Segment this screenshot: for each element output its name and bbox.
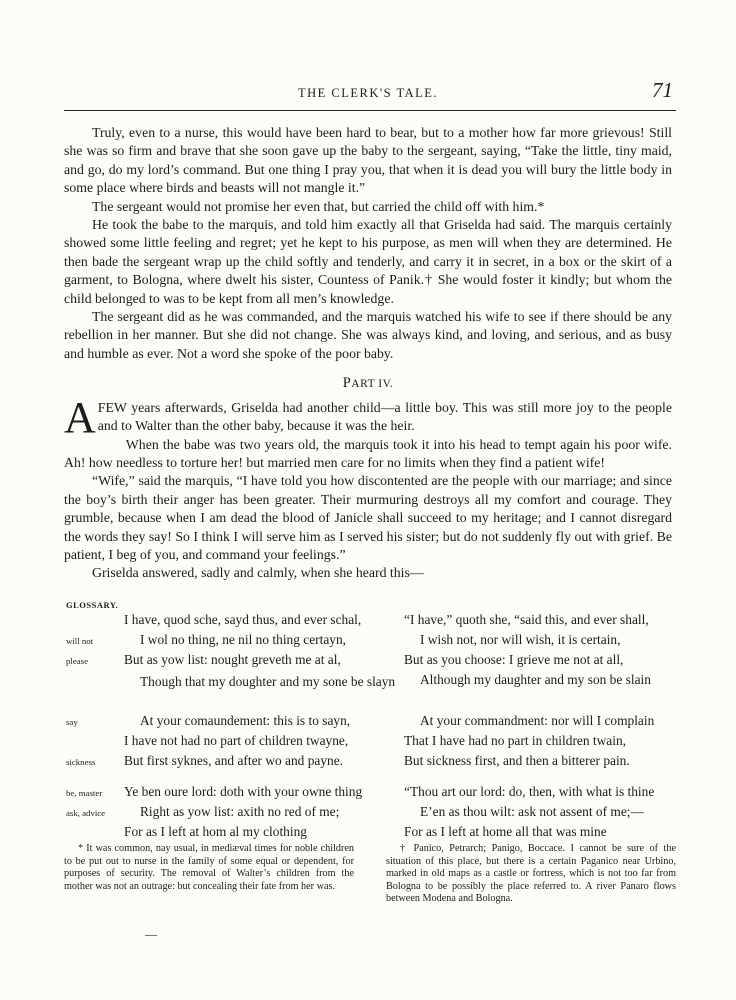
verse-line bbox=[64, 632, 676, 651]
gloss-note: say bbox=[66, 717, 78, 727]
verse-line bbox=[64, 652, 676, 671]
modern-english-line: That I have had no part in children twain, bbox=[404, 733, 626, 748]
verse-line bbox=[64, 824, 676, 843]
glossary-label: GLOSSARY. bbox=[66, 600, 119, 610]
modern-english-line: For as I left at home all that was mine bbox=[404, 824, 607, 839]
gloss-note: will not bbox=[66, 636, 94, 646]
modern-english-line: Although my daughter and my son be slain bbox=[420, 672, 651, 687]
section-heading bbox=[64, 374, 672, 393]
verse-line bbox=[64, 784, 676, 803]
running-head: THE CLERK'S TALE. bbox=[297, 86, 439, 100]
gloss-note: sickness bbox=[66, 757, 96, 767]
modern-english-line: But sickness first, and then a bitterer pain. bbox=[404, 753, 630, 768]
footnote-right: † Panico, Petrarch; Panigo, Boccace. I cannot be sure of the situation of this place, but there is a certain Paganico near Urbino, marked in old maps as a castle or fortress, which is not too far from Bologna to be possibly the place referred to. A river Panaro flows between Modena and Bologna. bbox=[386, 843, 676, 905]
footnote-left: * It was common, nay usual, in mediæval times for noble children to be put out to nurse in the family of some equal or dependent, for purposes of security. The removal of Walter’s children from the mother was not an outrage: but concealing their fate from her was. bbox=[64, 843, 354, 892]
middle-english-line: For as I left at hom al my clothing bbox=[124, 824, 307, 839]
verse-line bbox=[64, 672, 676, 712]
paragraph: Griselda answered, sadly and calmly, when she heard this— bbox=[92, 565, 424, 581]
middle-english-line: At your comaundement: this is to sayn, bbox=[140, 713, 351, 728]
paragraph: Truly, even to a nurse, this would have been hard to bear, but to a mother how far more grievous! Still she was so firm and brave that she soon gave up the baby to the sergeant, saying, “Take the little, tiny maid, and go, do my lord’s command. But one thing I pray you, that when it is dead you will bury the little body in some place where birds and beasts will not mangle it.” bbox=[64, 125, 672, 196]
verse-line bbox=[64, 713, 676, 732]
header-rule bbox=[64, 110, 676, 111]
section-heading-rest: ART IV. bbox=[351, 378, 394, 391]
verse-line bbox=[64, 753, 676, 772]
paragraph-dropcap bbox=[64, 392, 672, 442]
modern-english-line: I wish not, nor will wish, it is certain, bbox=[420, 632, 621, 647]
paragraph: When the babe was two years old, the marquis took it into his head to tempt again his poor wife. Ah! how needless to torture her! but married men care for no limits when they find a patient wife! bbox=[64, 436, 672, 470]
modern-english-line: E’en as thou wilt: ask not assent of me;— bbox=[420, 804, 644, 819]
prose-body bbox=[64, 124, 672, 583]
middle-english-line: But first syknes, and after wo and payne. bbox=[124, 753, 344, 768]
stray-ink-mark bbox=[145, 935, 157, 936]
middle-english-line: I have, quod sche, sayd thus, and ever schal, bbox=[124, 612, 362, 627]
middle-english-line: Though that my doughter and my sone be slayn bbox=[140, 674, 396, 689]
paragraph: He took the babe to the marquis, and told him exactly all that Griselda had said. The marquis certainly showed some little feeling and regret; yet he kept to his purpose, as men will when they are determined. He then bade the sergeant wrap up the child softly and tenderly, and carry it in secret, in a box or the skirt of a garment, to Bologna, where dwelt his sister, Countess of Panik.† She would foster it kindly; but whom the child belonged to was to be kept from all men’s knowledge. bbox=[64, 217, 672, 306]
verse-line bbox=[64, 804, 676, 823]
drop-cap-letter: A bbox=[64, 392, 96, 442]
gloss-note: please bbox=[66, 656, 88, 666]
verse-line bbox=[64, 733, 676, 752]
page-number: 71 bbox=[652, 78, 673, 102]
gloss-note: ask, advice bbox=[66, 808, 106, 818]
middle-english-line: Right as yow list: axith no red of me; bbox=[140, 804, 340, 819]
gloss-note: be, master bbox=[66, 788, 103, 798]
paragraph: The sergeant would not promise her even that, but carried the child off with him.* bbox=[92, 198, 545, 214]
verse-line bbox=[64, 612, 676, 631]
modern-english-line: But as you choose: I grieve me not at all, bbox=[404, 652, 624, 667]
middle-english-line: Ye ben oure lord: doth with your owne thing bbox=[124, 784, 363, 799]
modern-english-line: At your commandment: nor will I complain bbox=[420, 713, 655, 728]
section-heading-initial: P bbox=[342, 375, 352, 392]
paragraph: “Wife,” said the marquis, “I have told you how discontented are the people with our marriage; and since the boy’s birth their anger has been greater. Their murmuring destroys all my comfort and courage. They grumble, because when I am dead the blood of Janicle shall succeed to my heritage; and I cannot disregard the words they say! So I think I will serve him as I served his sister; but do not suddenly fly out with grief. Be patient, I beg of you, and command your feelings.” bbox=[64, 473, 672, 562]
middle-english-line: But as yow list: nought greveth me at al, bbox=[124, 652, 341, 667]
middle-english-line: I wol no thing, ne nil no thing certayn, bbox=[140, 632, 347, 647]
modern-english-line: “I have,” quoth she, “said this, and ever shall, bbox=[404, 612, 649, 627]
modern-english-line: “Thou art our lord: do, then, with what is thine bbox=[404, 784, 655, 799]
paragraph-text: FEW years afterwards, Griselda had another child—a little boy. This was still more joy to the people and to Walter than the other baby, because it was the heir. bbox=[97, 399, 672, 434]
paragraph: The sergeant did as he was commanded, and the marquis watched his wife to see if there should be any rebellion in her manner. But she did not change. She was always kind, and loving, and serious, and as busy and humble as ever. Not a word she spoke of the poor baby. bbox=[64, 309, 672, 361]
middle-english-line: I have not had no part of children twayne, bbox=[124, 733, 349, 748]
